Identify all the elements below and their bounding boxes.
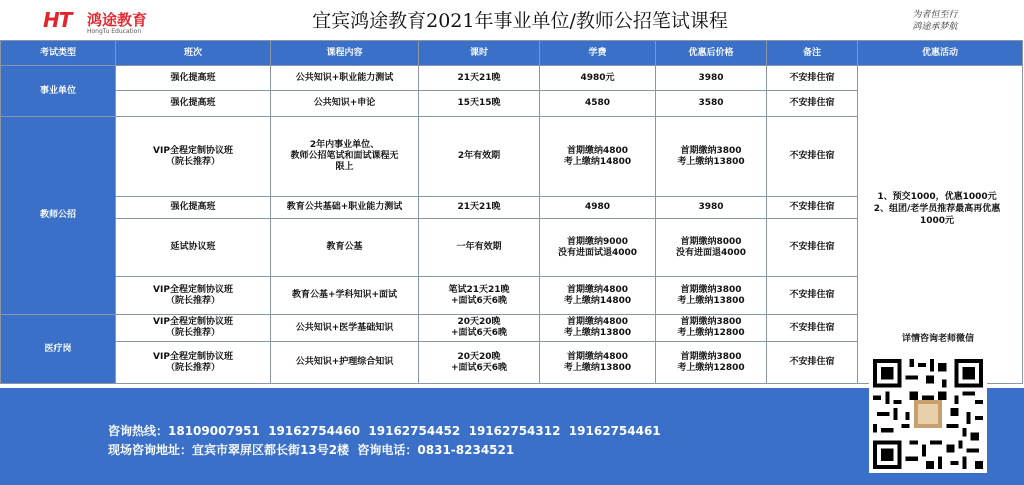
hours-cell: 20天20晚 +面试6天6晚: [419, 342, 540, 384]
content-cell: 公共知识+医学基础知识: [271, 315, 419, 342]
note-cell: 不安排住宿: [767, 117, 858, 197]
note-cell: 不安排住宿: [767, 91, 858, 117]
col-header-note: 备注: [767, 41, 858, 66]
note-cell: 不安排住宿: [767, 197, 858, 219]
col-header-class: 班次: [116, 41, 271, 66]
class-cell: 强化提高班: [116, 197, 271, 219]
class-cell: VIP全程定制协议班 （院长推荐）: [116, 277, 271, 315]
content-cell: 教育公共基础+职业能力测试: [271, 197, 419, 219]
fee-cell: 首期缴纳4800 考上缴纳14800: [540, 277, 656, 315]
course-table: [0, 40, 1023, 384]
hours-cell: 一年有效期: [419, 219, 540, 277]
price-cell: 首期缴纳8000 没有进面退4000: [656, 219, 767, 277]
address-text: 现场咨询地址：宜宾市翠屏区都长街13号2楼 咨询电话：0831-8234521: [108, 443, 515, 457]
col-header-fee: 学费: [540, 41, 656, 66]
col-header-promo: 优惠活动: [858, 41, 1023, 66]
content-cell: 公共知识+护理综合知识: [271, 342, 419, 384]
fee-cell: 4980元: [540, 66, 656, 91]
col-header-content: 课程内容: [271, 41, 419, 66]
slogan-line-2: 鸿途承梦航: [912, 22, 958, 32]
price-cell: 首期缴纳3800 考上缴纳13800: [656, 277, 767, 315]
class-cell: 强化提高班: [116, 66, 271, 91]
class-cell: 延试协议班: [116, 219, 271, 277]
fee-cell: 4980: [540, 197, 656, 219]
content-cell: 2年内事业单位、 教师公招笔试和面试课程无 限上: [271, 117, 419, 197]
price-cell: 3980: [656, 197, 767, 219]
fee-cell: 首期缴纳4800 考上缴纳13800: [540, 315, 656, 342]
hours-cell: 21天21晚: [419, 197, 540, 219]
fee-cell: 首期缴纳4800 考上缴纳13800: [540, 342, 656, 384]
price-cell: 首期缴纳3800 考上缴纳12800: [656, 315, 767, 342]
wechat-qr-code: [869, 355, 987, 473]
fee-cell: 首期缴纳9000 没有进面试退4000: [540, 219, 656, 277]
col-header-hours: 课时: [419, 41, 540, 66]
qr-label: 详情咨询老师微信: [901, 334, 974, 344]
content-cell: 教育公基+学科知识+面试: [271, 277, 419, 315]
hotline-text: 咨询热线：18109007951 19162754460 19162754452 19162754312 19162754461: [108, 424, 661, 438]
col-header-discount-price: 优惠后价格: [656, 41, 767, 66]
class-cell: VIP全程定制协议班 （院长推荐）: [116, 117, 271, 197]
promo-text: [862, 191, 1012, 227]
class-cell: VIP全程定制协议班 （院长推荐）: [116, 342, 271, 384]
category-shiye: 事业单位: [1, 66, 116, 117]
header: [0, 0, 1024, 40]
price-cell: 3580: [656, 91, 767, 117]
table-row: [1, 66, 1023, 91]
note-cell: 不安排住宿: [767, 277, 858, 315]
hours-cell: 15天15晚: [419, 91, 540, 117]
hours-cell: 21天21晚: [419, 66, 540, 91]
class-cell: 强化提高班: [116, 91, 271, 117]
hours-cell: 笔试21天21晚 +面试6天6晚: [419, 277, 540, 315]
logo-english: HongTu Education: [87, 28, 142, 35]
content-cell: 教育公基: [271, 219, 419, 277]
category-jiaoshi: 教师公招: [1, 117, 116, 315]
category-yiliao: 医疗岗: [1, 315, 116, 384]
price-cell: 3980: [656, 66, 767, 91]
promo-cell: [858, 66, 1023, 384]
fee-cell: 首期缴纳4800 考上缴纳14800: [540, 117, 656, 197]
logo: [43, 8, 183, 38]
note-cell: 不安排住宿: [767, 219, 858, 277]
price-cell: 首期缴纳3800 考上缴纳13800: [656, 117, 767, 197]
note-cell: 不安排住宿: [767, 342, 858, 384]
logo-name: 鸿途教育: [87, 11, 148, 29]
note-cell: 不安排住宿: [767, 315, 858, 342]
page-title: 宜宾鸿途教育2021年事业单位/教师公招笔试课程: [312, 10, 728, 32]
slogan: [900, 9, 970, 33]
qr-code-icon: [869, 355, 987, 473]
hours-cell: 20天20晚 +面试6天6晚: [419, 315, 540, 342]
slogan-line-1: 为者恒至行: [912, 10, 958, 20]
logo-mark: HT: [43, 8, 72, 32]
content-cell: 公共知识+职业能力测试: [271, 66, 419, 91]
content-cell: 公共知识+申论: [271, 91, 419, 117]
hours-cell: 2年有效期: [419, 117, 540, 197]
promo-line: 1、预交1000，优惠1000元 2、组团/老学员推荐最高再优惠 1000元: [873, 192, 1001, 226]
header-row: [1, 41, 1023, 66]
price-cell: 首期缴纳3800 考上缴纳12800: [656, 342, 767, 384]
col-header-exam-type: 考试类型: [1, 41, 116, 66]
fee-cell: 4580: [540, 91, 656, 117]
class-cell: VIP全程定制协议班 （院长推荐）: [116, 315, 271, 342]
note-cell: 不安排住宿: [767, 66, 858, 91]
